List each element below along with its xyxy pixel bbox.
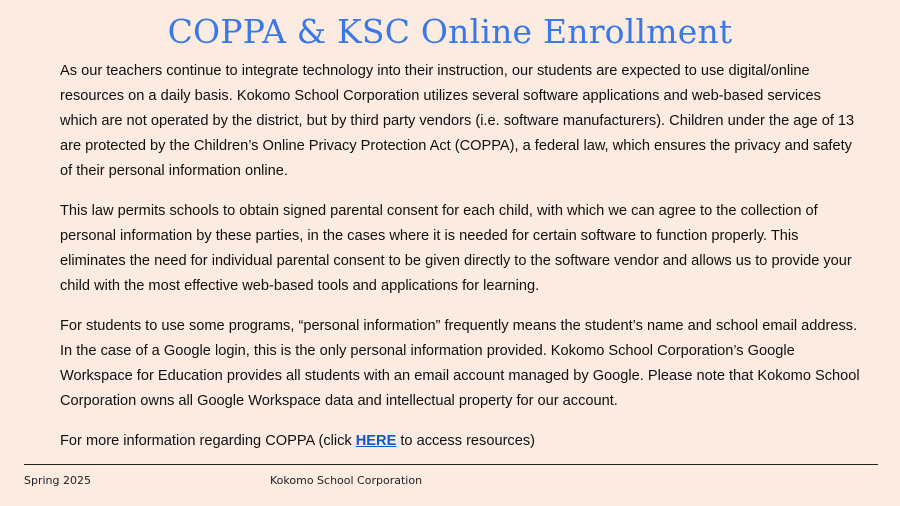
here-link[interactable]: HERE	[355, 433, 397, 449]
paragraph-consent: This law permits schools to obtain signed parental consent for each child, with which we can agree to the collection of personal information by these parties, in the cases where it is needed for certain software to function properly. This eliminates the need for individual parental consent to be given directly to the software vendor and allows us to provide your child with the most effective web-based tools and applications for learning.	[60, 203, 852, 294]
more-info-prefix: For more information regarding COPPA (click	[60, 433, 356, 449]
footer-divider	[24, 464, 878, 465]
footer-organization: Kokomo School Corporation	[270, 474, 423, 487]
more-info-suffix: to access resources)	[396, 433, 536, 449]
footer-date: Spring 2025	[24, 474, 91, 487]
paragraph-personal-info: For students to use some programs, “personal information” frequently means the student’s name and school email address. In the case of a Google login, this is the only personal information provided. Kokomo School Corporation’s Google Workspace for Education provides all students with an email account managed by Google. Please note that Kokomo School Corporation owns all Google Workspace data and intellectual property for our account.	[60, 318, 860, 409]
slide-title: COPPA & KSC Online Enrollment	[167, 12, 733, 51]
body-content	[60, 59, 860, 469]
paragraph-more-info	[60, 429, 860, 454]
paragraph-intro: As our teachers continue to integrate technology into their instruction, our students are expected to use digital/online resources on a daily basis. Kokomo School Corporation utilizes several software applications and web-based services which are not operated by the district, but by third party vendors (i.e. software manufacturers). Children under the age of 13 are protected by the Children’s Online Privacy Protection Act (COPPA), a federal law, which ensures the privacy and safety of their personal information online.	[60, 63, 855, 179]
